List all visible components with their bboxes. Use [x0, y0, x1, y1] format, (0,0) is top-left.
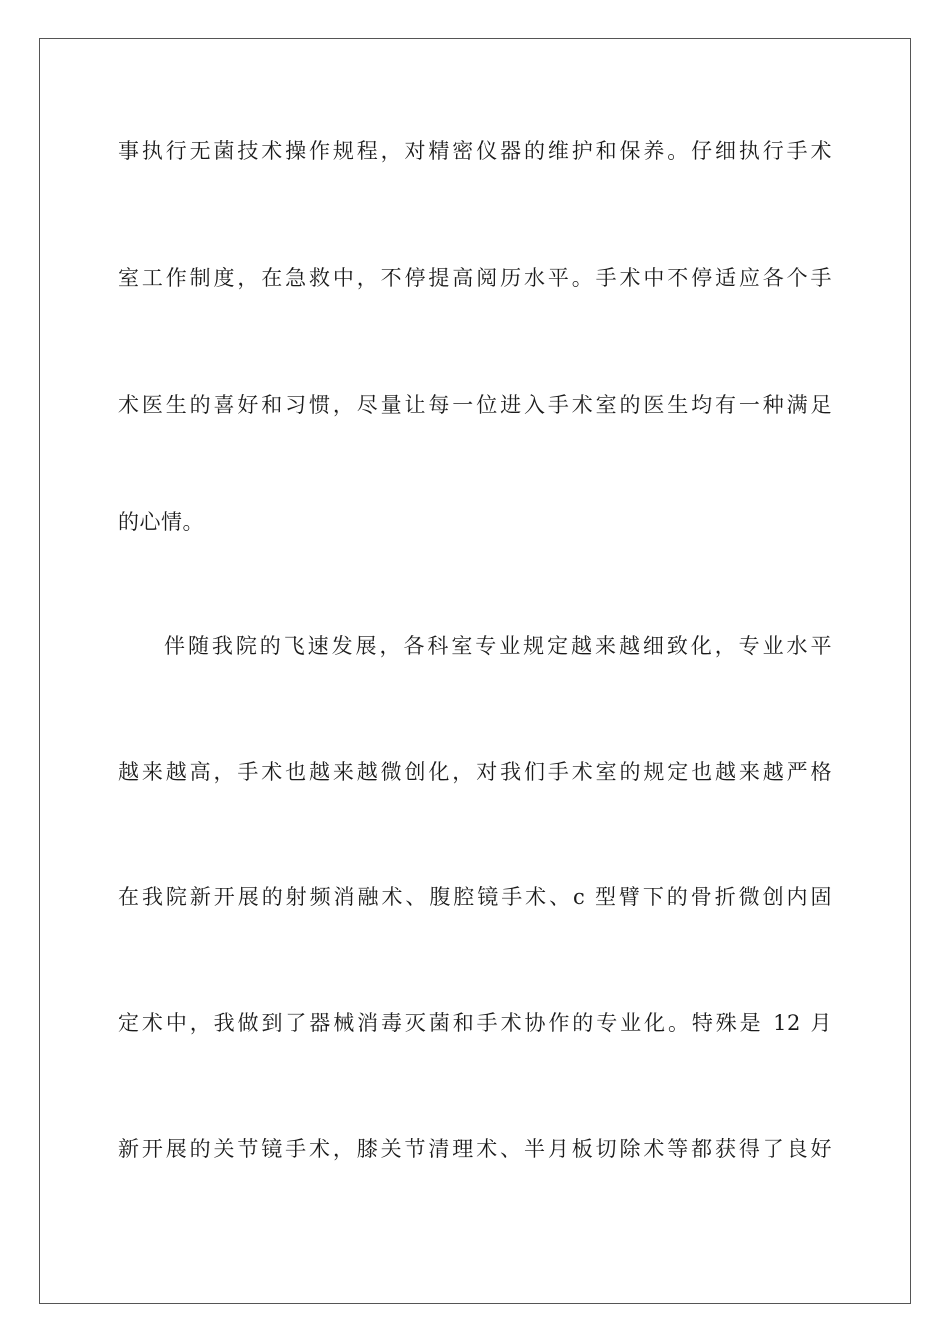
paragraph-2-line-2: 越来越高，手术也越来越微创化，对我们手术室的规定也越来越严格 — [118, 760, 832, 784]
paragraph-1-line-3: 术医生的喜好和习惯，尽量让每一位进入手术室的医生均有一种满足 — [118, 393, 832, 417]
paragraph-2-line-1: 伴随我院的飞速发展，各科室专业规定越来越细致化，专业水平 — [164, 634, 832, 658]
paragraph-2-line-3: 在我院新开展的射频消融术、腹腔镜手术、c 型臂下的骨折微创内固 — [118, 885, 832, 909]
page-border — [39, 38, 911, 1304]
paragraph-2-line-5: 新开展的关节镜手术，膝关节清理术、半月板切除术等都获得了良好 — [118, 1137, 832, 1161]
paragraph-1-line-2: 室工作制度，在急救中，不停提高阅历水平。手术中不停适应各个手 — [118, 266, 832, 290]
paragraph-1-line-4: 的心情。 — [118, 510, 204, 534]
paragraph-1-line-1: 事执行无菌技术操作规程，对精密仪器的维护和保养。仔细执行手术 — [118, 139, 832, 163]
paragraph-2-line-4: 定术中，我做到了器械消毒灭菌和手术协作的专业化。特殊是 12 月 — [118, 1011, 832, 1035]
